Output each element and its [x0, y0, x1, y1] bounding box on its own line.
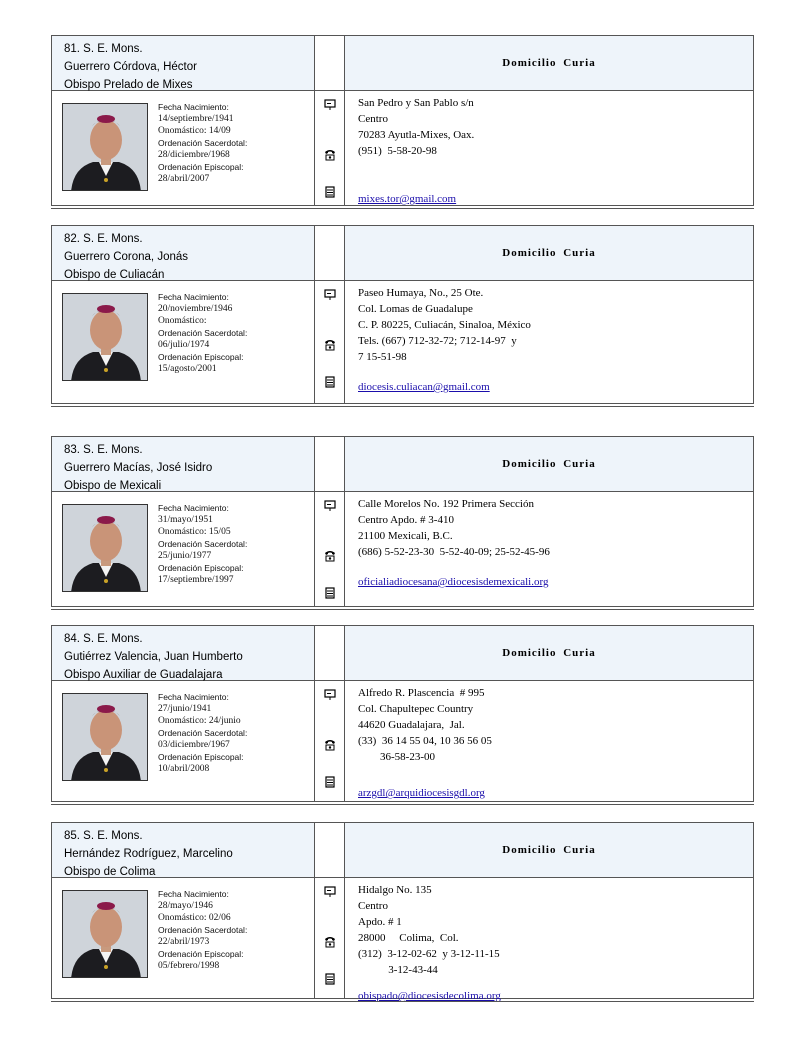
bishop-name-block	[52, 823, 314, 877]
priest-ordination-date: 03/diciembre/1967	[158, 740, 230, 750]
email-icon	[323, 185, 337, 199]
header-icon-column	[314, 626, 345, 680]
episcopal-ordination-date: 10/abril/2008	[158, 764, 210, 774]
episcopal-ordination-date: 28/abril/2007	[158, 174, 210, 184]
contact-icon-column	[314, 91, 345, 205]
episcopal-ordination-label: Ordenación Episcopal:	[158, 352, 244, 362]
entry-number-title: 81. S. E. Mons.	[64, 43, 143, 55]
priest-ordination-label: Ordenación Sacerdotal:	[158, 925, 248, 935]
card-header	[52, 437, 753, 492]
curia-address	[358, 496, 747, 590]
episcopal-ordination-date: 05/febrero/1998	[158, 961, 220, 971]
priest-ordination-date: 25/junio/1977	[158, 551, 212, 561]
bishop-title: Obispo de Culiacán	[64, 269, 165, 281]
email-icon	[323, 586, 337, 600]
address-line: Paseo Humaya, No., 25 Ote.	[358, 287, 484, 299]
bishop-title: Obispo Prelado de Mixes	[64, 79, 193, 91]
curia-address	[358, 95, 747, 207]
bishop-card	[51, 225, 754, 404]
birth-date: 31/mayo/1951	[158, 515, 213, 525]
curia-heading: Domicilio Curia	[502, 57, 596, 69]
email-link[interactable]: diocesis.culiacan@gmail.com	[358, 381, 490, 393]
birth-date: 27/junio/1941	[158, 704, 212, 714]
address-line: 7 15-51-98	[358, 351, 407, 363]
curia-heading: Domicilio Curia	[502, 247, 596, 259]
telephone-icon	[323, 737, 337, 751]
telephone-icon	[323, 548, 337, 562]
entry-number-title: 85. S. E. Mons.	[64, 830, 143, 842]
contact-icon-column	[314, 281, 345, 403]
bishop-name: Gutiérrez Valencia, Juan Humberto	[64, 651, 243, 663]
saint-day: Onomástico:	[158, 316, 207, 326]
address-line: 28000 Colima, Col.	[358, 932, 459, 944]
birth-label: Fecha Nacimiento:	[158, 692, 229, 702]
contact-icon-column	[314, 681, 345, 801]
email-icon	[323, 775, 337, 789]
bishop-card	[51, 35, 754, 206]
card-body	[52, 878, 753, 1002]
saint-day: Onomástico: 24/junio	[158, 716, 241, 726]
address-line: 3-12-43-44	[358, 964, 438, 976]
curia-address	[358, 685, 747, 801]
entry-number-title: 84. S. E. Mons.	[64, 633, 143, 645]
bishop-card	[51, 625, 754, 802]
bishop-photo	[62, 293, 148, 381]
bishop-name: Hernández Rodríguez, Marcelino	[64, 848, 233, 860]
card-body	[52, 281, 753, 403]
entry-number-title: 82. S. E. Mons.	[64, 233, 143, 245]
address-line: Centro Apdo. # 3-410	[358, 514, 454, 526]
email-icon	[323, 972, 337, 986]
address-line: 70283 Ayutla-Mixes, Oax.	[358, 129, 475, 141]
email-link[interactable]: oficialiadiocesana@diocesisdemexicali.org	[358, 576, 549, 588]
birth-date: 28/mayo/1946	[158, 901, 213, 911]
birth-label: Fecha Nacimiento:	[158, 889, 229, 899]
address-line: Col. Chapultepec Country	[358, 703, 474, 715]
address-line: Apdo. # 1	[358, 916, 402, 928]
episcopal-ordination-date: 17/septiembre/1997	[158, 575, 234, 585]
address-line: San Pedro y San Pablo s/n	[358, 97, 474, 109]
curia-heading: Domicilio Curia	[502, 458, 596, 470]
card-body	[52, 492, 753, 606]
bishop-photo	[62, 693, 148, 781]
bio-details	[158, 888, 308, 972]
episcopal-ordination-label: Ordenación Episcopal:	[158, 949, 244, 959]
birth-label: Fecha Nacimiento:	[158, 503, 229, 513]
curia-address	[358, 285, 747, 395]
mailbox-icon	[323, 287, 337, 301]
birth-date: 14/septiembre/1941	[158, 114, 234, 124]
card-header	[52, 226, 753, 281]
contact-icon-column	[314, 492, 345, 606]
episcopal-ordination-date: 15/agosto/2001	[158, 364, 217, 374]
bishop-title: Obispo Auxiliar de Guadalajara	[64, 669, 223, 681]
episcopal-ordination-label: Ordenación Episcopal:	[158, 563, 244, 573]
bishop-name-block	[52, 626, 314, 680]
telephone-icon	[323, 337, 337, 351]
bio-details	[158, 101, 308, 185]
saint-day: Onomástico: 15/05	[158, 527, 231, 537]
address-line: Tels. (667) 712-32-72; 712-14-97 y	[358, 335, 517, 347]
address-line: (951) 5-58-20-98	[358, 145, 437, 157]
bio-details	[158, 691, 308, 775]
address-lines	[358, 685, 747, 765]
curia-heading: Domicilio Curia	[502, 647, 596, 659]
mailbox-icon	[323, 884, 337, 898]
bio-details	[158, 291, 308, 375]
header-icon-column	[314, 226, 345, 280]
address-line: 21100 Mexicali, B.C.	[358, 530, 453, 542]
bio-details	[158, 502, 308, 586]
bishop-card	[51, 822, 754, 1002]
bishop-name: Guerrero Macías, José Isidro	[64, 462, 213, 474]
bishop-card	[51, 436, 754, 607]
priest-ordination-label: Ordenación Sacerdotal:	[158, 728, 248, 738]
address-line: C. P. 80225, Culiacán, Sinaloa, México	[358, 319, 531, 331]
bishop-name: Guerrero Córdova, Héctor	[64, 61, 197, 73]
address-lines	[358, 882, 747, 978]
address-line: 36-58-23-00	[358, 751, 435, 763]
bishop-name-block	[52, 36, 314, 90]
header-icon-column	[314, 823, 345, 877]
priest-ordination-date: 06/julio/1974	[158, 340, 210, 350]
header-icon-column	[314, 437, 345, 491]
card-header	[52, 36, 753, 91]
telephone-icon	[323, 147, 337, 161]
birth-label: Fecha Nacimiento:	[158, 292, 229, 302]
address-line: 44620 Guadalajara, Jal.	[358, 719, 465, 731]
address-line: Alfredo R. Plascencia # 995	[358, 687, 485, 699]
episcopal-ordination-label: Ordenación Episcopal:	[158, 752, 244, 762]
address-line: Hidalgo No. 135	[358, 884, 432, 896]
bishop-photo	[62, 890, 148, 978]
priest-ordination-label: Ordenación Sacerdotal:	[158, 328, 248, 338]
saint-day: Onomástico: 02/06	[158, 913, 231, 923]
address-line: Centro	[358, 113, 388, 125]
mailbox-icon	[323, 97, 337, 111]
priest-ordination-date: 28/diciembre/1968	[158, 150, 230, 160]
mailbox-icon	[323, 498, 337, 512]
priest-ordination-label: Ordenación Sacerdotal:	[158, 138, 248, 148]
email-link[interactable]: arzgdl@arquidiocesisgdl.org	[358, 787, 485, 799]
bishop-photo	[62, 103, 148, 191]
address-line: Col. Lomas de Guadalupe	[358, 303, 473, 315]
curia-heading: Domicilio Curia	[502, 844, 596, 856]
card-header	[52, 626, 753, 681]
address-lines	[358, 95, 747, 159]
birth-date: 20/noviembre/1946	[158, 304, 233, 314]
birth-label: Fecha Nacimiento:	[158, 102, 229, 112]
entry-number-title: 83. S. E. Mons.	[64, 444, 143, 456]
saint-day: Onomástico: 14/09	[158, 126, 231, 136]
address-line: (312) 3-12-02-62 y 3-12-11-15	[358, 948, 500, 960]
priest-ordination-label: Ordenación Sacerdotal:	[158, 539, 248, 549]
card-body	[52, 91, 753, 205]
bishop-name-block	[52, 437, 314, 491]
address-line: (686) 5-52-23-30 5-52-40-09; 25-52-45-96	[358, 546, 550, 558]
address-line: Centro	[358, 900, 388, 912]
episcopal-ordination-label: Ordenación Episcopal:	[158, 162, 244, 172]
bishop-name: Guerrero Corona, Jonás	[64, 251, 189, 263]
card-body	[52, 681, 753, 801]
contact-icon-column	[314, 878, 345, 998]
bishop-title: Obispo de Colima	[64, 866, 156, 878]
telephone-icon	[323, 934, 337, 948]
address-lines	[358, 285, 747, 365]
priest-ordination-date: 22/abril/1973	[158, 937, 210, 947]
card-header	[52, 823, 753, 878]
email-icon	[323, 375, 337, 389]
curia-address	[358, 882, 747, 1004]
email-link[interactable]: mixes.tor@gmail.com	[358, 193, 457, 205]
mailbox-icon	[323, 687, 337, 701]
address-line: Calle Morelos No. 192 Primera Sección	[358, 498, 534, 510]
header-icon-column	[314, 36, 345, 90]
address-line: (33) 36 14 55 04, 10 36 56 05	[358, 735, 492, 747]
email-link[interactable]: obispado@diocesisdecolima.org	[358, 990, 501, 1002]
bishop-photo	[62, 504, 148, 592]
bishop-title: Obispo de Mexicali	[64, 480, 162, 492]
address-lines	[358, 496, 747, 560]
bishop-name-block	[52, 226, 314, 280]
